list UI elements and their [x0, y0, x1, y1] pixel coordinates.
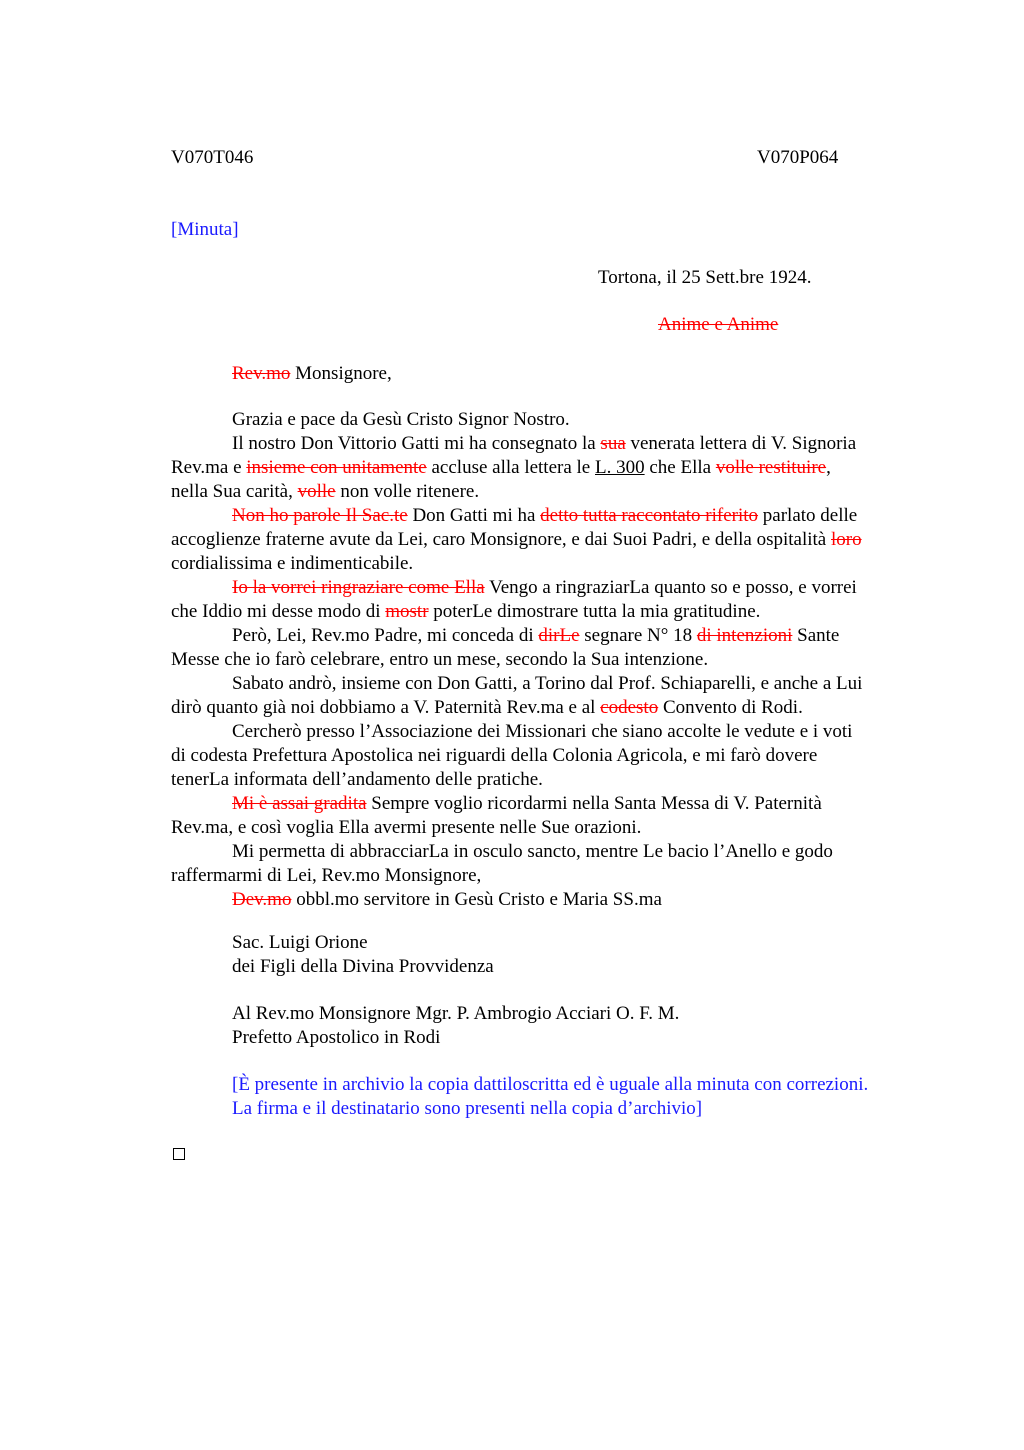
- paragraph-line: raffermarmi di Lei, Rev.mo Monsignore,: [171, 865, 482, 886]
- paragraph-line: Però, Lei, Rev.mo Padre, mi conceda di dirLe segnare N° 18 di intenzioni Sante: [232, 625, 840, 646]
- deleted-word: mostr: [385, 601, 429, 622]
- deleted-word: sua: [600, 433, 626, 454]
- paragraph-line: che Iddio mi desse modo di mostr poterLe dimostrare tutta la mia gratitudine.: [171, 601, 761, 622]
- deleted-word: Non ho parole Il Sac.te: [232, 505, 408, 526]
- deleted-word: Dev.mo: [232, 889, 292, 910]
- paragraph-line: dirò quanto già noi dobbiamo a V. Paternità Rev.ma e al codesto Convento di Rodi.: [171, 697, 803, 718]
- deleted-word: loro: [831, 529, 862, 550]
- signature-order: dei Figli della Divina Provvidenza: [232, 956, 494, 977]
- header-left-code: V070T046: [171, 147, 254, 168]
- deleted-word: Rev.mo: [232, 363, 291, 384]
- deleted-word: insieme con unitamente: [246, 457, 427, 478]
- place-date: Tortona, il 25 Sett.bre 1924.: [598, 267, 812, 288]
- paragraph-line: Io la vorrei ringraziare come Ella Vengo a ringraziarLa quanto so e posso, e vorrei: [232, 577, 857, 598]
- deleted-word: Mi è assai gradita: [232, 793, 367, 814]
- deleted-motto: Anime e Anime: [658, 314, 779, 335]
- paragraph-line: Mi permetta di abbracciarLa in osculo sancto, mentre Le bacio l’Anello e godo: [232, 841, 833, 862]
- minuta-label: [Minuta]: [171, 219, 239, 240]
- paragraph-line: nella Sua carità, volle non volle ritenere.: [171, 481, 480, 502]
- salutation: [232, 362, 392, 386]
- paragraph-line: Cercherò presso l’Associazione dei Missionari che siano accolte le vedute e i voti: [232, 721, 853, 742]
- addressee-line2: Prefetto Apostolico in Rodi: [232, 1027, 441, 1048]
- paragraph-line: Messe che io farò celebrare, entro un mese, secondo la Sua intenzione.: [171, 649, 709, 670]
- greeting: Grazia e pace da Gesù Cristo Signor Nostro.: [232, 409, 570, 430]
- archive-note-line2: La firma e il destinatario sono presenti nella copia d’archivio]: [232, 1098, 703, 1119]
- deleted-word: dirLe: [538, 625, 580, 646]
- paragraph-line: Rev.ma e insieme con unitamente accluse alla lettera le L. 300 che Ella volle restituire,: [171, 457, 831, 478]
- deleted-word: volle restituire: [715, 457, 827, 478]
- paragraph-line: di codesta Prefettura Apostolica nei riguardi della Colonia Agricola, e mi farò dovere: [171, 745, 818, 766]
- header-right-code: V070P064: [757, 147, 839, 168]
- paragraph-line: Sabato andrò, insieme con Don Gatti, a Torino dal Prof. Schiaparelli, e anche a Lui: [232, 673, 863, 694]
- paragraph-line: tenerLa informata dell’andamento delle pratiche.: [171, 769, 543, 790]
- underlined-amount: L. 300: [595, 457, 645, 478]
- deleted-word: Io la vorrei ringraziare come Ella: [232, 577, 485, 598]
- deleted-word: codesto: [600, 697, 659, 718]
- deleted-word: detto tutta raccontato riferito: [540, 505, 759, 526]
- paragraph-line: Non ho parole Il Sac.te Don Gatti mi ha detto tutta raccontato riferito parlato delle: [232, 505, 858, 526]
- paragraph-line: accoglienze fraterne avute da Lei, caro Monsignore, e dai Suoi Padri, e della ospitalità loro: [171, 529, 862, 550]
- salutation-text: Monsignore,: [290, 363, 392, 384]
- checkbox-icon: [173, 1148, 185, 1160]
- archive-note-line1: [È presente in archivio la copia dattiloscritta ed è uguale alla minuta con correzioni.: [232, 1074, 869, 1095]
- deleted-word: volle: [297, 481, 336, 502]
- deleted-word: di intenzioni: [696, 625, 793, 646]
- paragraph-line: cordialissima e indimenticabile.: [171, 553, 414, 574]
- closing: Dev.mo obbl.mo servitore in Gesù Cristo e Maria SS.ma: [232, 889, 662, 910]
- signature-name: Sac. Luigi Orione: [232, 932, 368, 953]
- paragraph-line: Mi è assai gradita Sempre voglio ricordarmi nella Santa Messa di V. Paternità: [232, 793, 822, 814]
- letter-body: [171, 408, 931, 912]
- paragraph-line: Il nostro Don Vittorio Gatti mi ha consegnato la sua venerata lettera di V. Signoria: [232, 433, 857, 454]
- addressee-line1: Al Rev.mo Monsignore Mgr. P. Ambrogio Acciari O. F. M.: [232, 1003, 680, 1024]
- paragraph-line: Rev.ma, e così voglia Ella avermi presente nelle Sue orazioni.: [171, 817, 642, 838]
